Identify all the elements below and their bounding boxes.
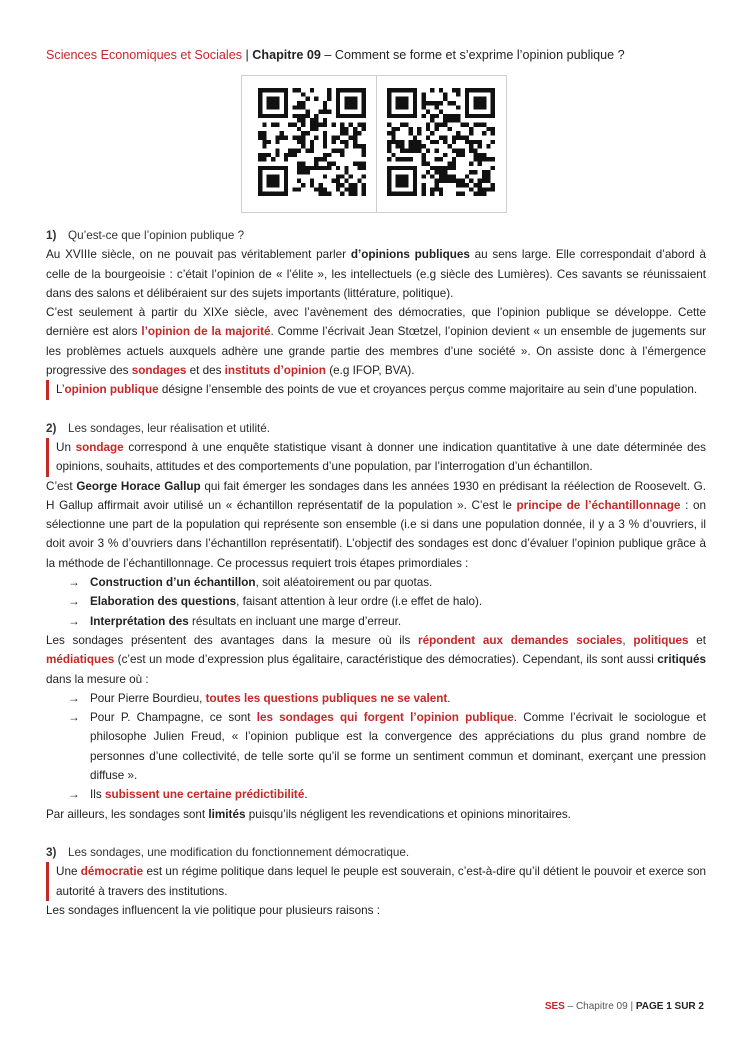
paragraph: Les sondages influencent la vie politique pour plusieurs raisons : (46, 903, 380, 917)
list-item: → Ils subissent une certaine prédictibilité. (46, 785, 706, 804)
section-heading-2: 2) Les sondages, leur réalisation et utilité. (46, 421, 271, 435)
section-heading-1: 1) Qu’est-ce que l’opinion publique ? (46, 229, 245, 242)
qr-code-icon[interactable] (387, 88, 495, 196)
list-item: → Construction d’un échantillon, soit aléatoirement ou par quotas. (46, 573, 706, 592)
definition-block: L’opinion publique désigne l’ensemble des points de vue et croyances perçus comme majoritaire au sein d’une population. (46, 380, 706, 399)
arrow-icon: → (68, 691, 80, 705)
chapter-label: Chapitre 09 (252, 48, 321, 62)
document-body (46, 226, 706, 920)
page-header (46, 48, 625, 62)
footer-chapter: – Chapitre 09 | (564, 1001, 636, 1012)
arrow-icon: → (68, 595, 80, 609)
definition-block: Une démocratie est un régime politique dans lequel le peuple est souverain, c’est-à-dire qu’il détient le pouvoir et exerce son autorité à travers des institutions. (46, 862, 706, 901)
arrow-icon: → (68, 788, 80, 802)
arrow-icon: → (68, 711, 80, 725)
list-item: → Pour Pierre Bourdieu, toutes les questions publiques ne se valent. (46, 689, 706, 708)
footer-subject: SES (544, 1001, 565, 1012)
list-item: → Interprétation des résultats en incluant une marge d’erreur. (46, 612, 706, 631)
paragraph: C’est George Horace Gallup qui fait émerger les sondages dans les années 1930 en prédisant la réélection de Roosevelt. G. H Gallup affirmait avoir utilisé un « échantillon représentatif de la population ». C’est le principe de l’échantillonnage : on sélectionne une part de la population qui représente son ensemble (i.e si dans une population donnée, il y a 3 % d’ouvriers, il doit avoir 3 % d’ouvriers dans l’échantillon représentatif). L’objectif des sondages est donc d’évaluer l’opinion publique grâce à la méthode de l’échantillonnage. Ce processus requiert trois étapes primordiales : (46, 479, 707, 570)
page-footer (545, 1001, 704, 1012)
paragraph: Par ailleurs, les sondages sont limités puisqu’ils négligent les revendications et opinions minoritaires. (46, 807, 571, 821)
qr-code-panel (241, 75, 507, 213)
section-heading-3: 3) Les sondages, une modification du fonctionnement démocratique. (46, 845, 410, 859)
qr-code-icon[interactable] (258, 88, 366, 196)
header-separator: | (242, 48, 253, 62)
list-item: → Elaboration des questions, faisant attention à leur ordre (i.e effet de halo). (46, 592, 706, 611)
paragraph: Les sondages présentent des avantages dans la mesure où ils répondent aux demandes sociales, politiques et médiatiques (c’est un mode d’expression plus égalitaire, caractéristique des démocraties). Cependant, ils sont aussi critiqués dans la mesure où : (46, 633, 706, 686)
paragraph: C’est seulement à partir du XIXe siècle, avec l’avènement des démocraties, que l’opinion publique se développe. Cette dernière est alors l’opinion de la majorité. Comme l’écrivait Jean Stœtzel, l’opinion devient « un ensemble de jugements sur les problèmes actuels auxquels adhère une grande partie des membres d’une société ». On assiste donc à l’émergence progressive des sondages et des instituts d’opinion (e.g IFOP, BVA). (46, 306, 706, 378)
definition-block: Un sondage correspond à une enquête statistique visant à donner une indication quantitative à une date déterminée des opinions, souhaits, attitudes et des comportements d’une population, par l’interrogation d’un échantillon. (46, 438, 706, 477)
subject-label: Sciences Economiques et Sociales (46, 48, 243, 62)
arrow-icon: → (68, 614, 80, 628)
list-item: → Pour P. Champagne, ce sont les sondages qui forgent l’opinion publique. Comme l’écrivait le sociologue et philosophe Julien Freud, « l’opinion publique est la convergence des appréciations du plus grand nombre de personnes d’une collectivité, de telle sorte qu’il se forme un sentiment commun et dominant, exerçant une pression diffuse ». (46, 708, 706, 785)
paragraph: Au XVIIIe siècle, on ne pouvait pas véritablement parler d’opinions publiques au sens large. Elle correspondait d’abord à celle de la bourgeoisie : c’était l’opinion de « l’élite », les intellectuels (e.g siècle des Lumières). Ces savants se réunissaient dans des salons et délibéraient sur des sujets importants (littérature, politique). (46, 248, 706, 300)
page-number: PAGE 1 SUR 2 (635, 1001, 704, 1012)
qr-divider (376, 76, 377, 212)
chapter-title: – Comment se forme et s’exprime l’opinion publique ? (320, 48, 625, 62)
arrow-icon: → (68, 576, 80, 590)
